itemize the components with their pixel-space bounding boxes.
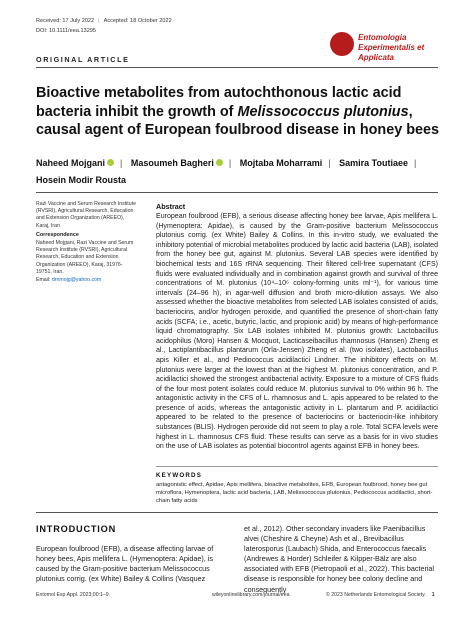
affiliation: Razi Vaccine and Serum Research Institute (RVSRI), Agricultural Research, Education and Extension Organization (AREEO), Karaj, Iran [36, 201, 136, 229]
title-part2: , causal agent of European foulbrood disease in honey bees [36, 103, 440, 138]
email-link[interactable]: drnmojg@yahoo.com [51, 277, 102, 283]
footer-copyright [326, 592, 435, 598]
introduction-heading: INTRODUCTION [36, 524, 117, 534]
author[interactable] [131, 158, 237, 168]
accepted-date: Accepted: 18 October 2022 [103, 18, 172, 24]
introduction-left-column: European foulbrood (EFB), a disease affecting larvae of honey bees, Apis mellifera L. (Hymenoptera: Apidae), is caused by the Gram-positive bacterium Melissococcus plutonius corrig. (ex White) Bailey & Collins (Vasquez [36, 544, 214, 584]
dates-line [36, 18, 172, 24]
title-species: Melissococcus plutonius [237, 103, 409, 120]
author-separator: | [414, 158, 417, 168]
author-list [36, 155, 441, 189]
footer-journal-url[interactable]: wileyonlinelibrary.com/journal/eea [212, 592, 290, 598]
correspondence-email [36, 277, 101, 283]
author[interactable] [36, 158, 128, 168]
author-separator: | [228, 158, 232, 168]
date-separator: | [98, 18, 100, 24]
author-name[interactable]: Naheed Mojgani [36, 158, 106, 168]
journal-logo-text [358, 33, 438, 63]
correspondence-body: Naheed Mojgani, Razi Vaccine and Serum Research Institute (RVSRI), Agricultural Research, Education and Extension Organization (AREEO), Karaj, 31976-19751, Iran. [36, 240, 134, 275]
received-date: Received: 17 July 2022 [36, 18, 95, 24]
article-title [36, 84, 441, 140]
page-number: 1 [431, 592, 435, 598]
author-name[interactable]: Masoumeh Bagheri [130, 158, 214, 168]
author[interactable] [36, 175, 126, 185]
introduction-right-column: et al., 2012). Other secondary invaders like Paenibacillus alvei (Cheshire & Cheyne) Ash et al., Brevibacillus laterosporus (Laubach) Shida, and Enterococcus faecalis (Andrewes & Horder) Schleifer & Kilpper-Bälz are also associated with EFB (Pietropaoli et al., 2022). This bacterial disease is responsible for honey bee colony decline and consequently [244, 524, 435, 594]
correspondence-heading: Correspondence [36, 232, 79, 238]
abstract-text: European foulbrood (EFB), a serious disease affecting honey bee larvae, Apis mellifera L. (Hymenoptera: Apidae), is caused by the Gram-positive bacterium Melissococcus plutonius corrig. (ex White) Bailey & Collins. In this in-vitro study, we evaluated the inhibitory potential of microbial metabolites produced by lactic acid bacteria (LAB), isolated from the honey bee gut, against M. plutonius. Several LAB species were identified by biochemical tests and 16S rRNA sequencing. Their filtered cell-free supernatant (CFS) fluids were evaluated individually and in combination against growth and survival of three concentrations of M. plutonius (10⁴–10⁶ colony-forming units ml⁻¹), for various time intervals (24–96 h), in agar-well diffusion and broth micro-dilution assays. We also assessed whether the bioactive metabolites from selected LAB isolates consisted of acids, bacteriocins, and/or hydrogen peroxide, and quantified the presence of short-chain fatty acids (SCFA; i.e., acetic, butyric, lactic, and propionic acid) by means of high-performance liquid chromatography. Six LAB isolates inhibited M. plutonius growth: Lactobacillus acidophilus (Moro) Hansen & Mocquot, Lacticaseibacillus rhamnosus (Hansen) Zheng et al., Lactiplantibacillus plantarum (Orla-Jensen) Zheng et al. (two isolates), Lactobacillus apis Killer et al., and Pediococcus acidilactici Lindner. The inhibitory effects on M. plutonius were larger at the lowest than at the highest M. plutonius concentration, and P. acidilactici showed the strongest antibacterial activity. Exposure to a mixture of CFS fluids of the four most potent isolates could reduce M. plutonius survival to 0% within 96 h. The antagonistic activity in the CFS of L. rhamnosus and L. apis appeared to be related to the presence of acids, whereas the antagonistic activity in L. plantarum and P. acidilactici appeared to be related to the presence of bacteriocins or bacteriocin-like inhibitory substances (BLIS). Hydrogen peroxide did not seem to play a role. Total SCFA levels were highest in L. rhamnosus CFS fluid. These results can serve as a basis for in vivo studies on the use of LAB isolates as potential biocontrol agents against EFB in honey bees. [156, 213, 438, 451]
author-name[interactable]: Hosein Modir Rousta [36, 175, 127, 185]
keywords-heading: KEYWORDS [156, 472, 203, 479]
journal-logo-line2: Experimentalis et Applicata [358, 43, 425, 62]
divider [36, 192, 438, 193]
divider [156, 466, 438, 467]
copyright-text: © 2023 Netherlands Entomological Society. [326, 592, 426, 598]
orcid-icon[interactable] [107, 159, 114, 166]
author-separator: | [120, 158, 123, 168]
article-type: ORIGINAL ARTICLE [36, 55, 130, 64]
author-name[interactable]: Mojtaba Moharrami [239, 158, 323, 168]
author[interactable] [240, 158, 337, 168]
journal-logo-line1: Entomologia [358, 33, 407, 42]
divider [36, 67, 438, 68]
journal-logo [330, 30, 438, 62]
keywords-text: antagonistic effect, Apidae, Apis mellifera, bioactive metabolites, EFB, European foulbrood, honey bee gut microflora, Hymenoptera, lactic acid bacteria, LAB, Melissococcus plutonius, Pediococcus acidilactici, short-chain fatty acids [156, 482, 433, 505]
footer-citation: Entomol Exp Appl. 2023;00:1–9. [36, 592, 111, 598]
divider [36, 512, 438, 513]
doi[interactable]: DOI: 10.1111/eea.13295 [36, 28, 97, 34]
abstract-heading: Abstract [156, 202, 186, 211]
journal-logo-icon [330, 32, 354, 56]
title-part1: Bioactive metabolites from autochthonous lactic acid bacteria inhibit the growth of [36, 85, 402, 120]
author-name[interactable]: Samira Toutiaee [339, 158, 408, 168]
author[interactable] [339, 158, 422, 168]
email-label: Email: [36, 277, 51, 283]
author-separator: | [328, 158, 331, 168]
orcid-icon[interactable] [216, 159, 223, 166]
